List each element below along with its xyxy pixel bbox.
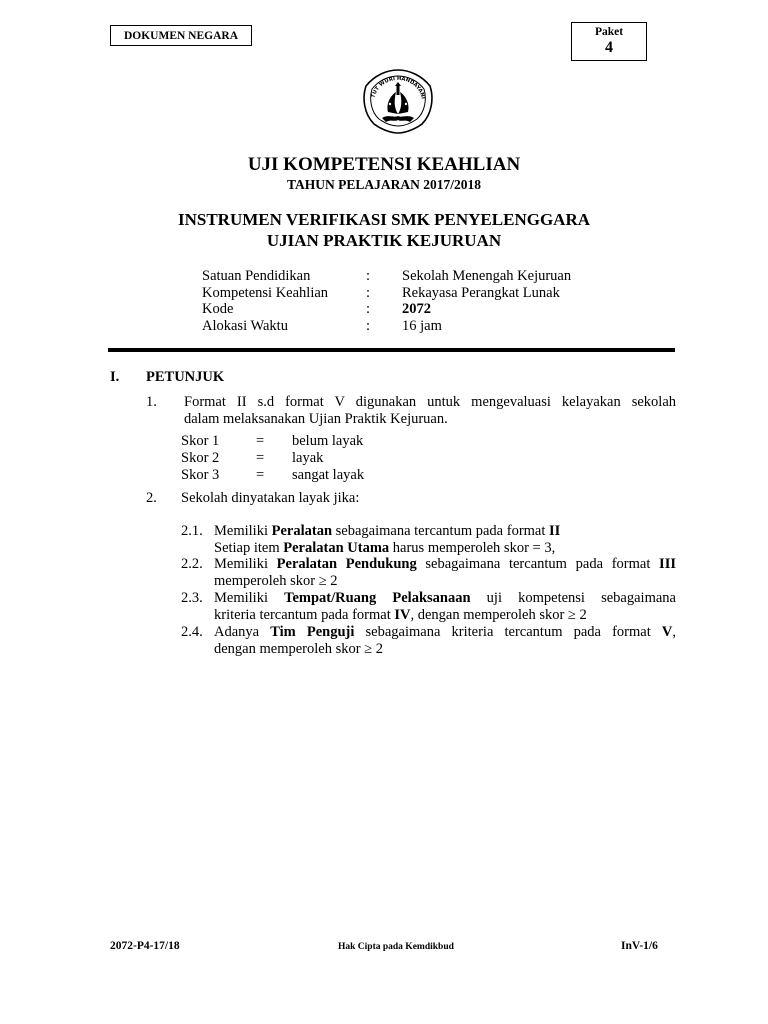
criterion-line-2: dengan memperoleh skor ≥ 2	[214, 640, 384, 657]
package-number: 4	[605, 39, 613, 56]
score-equals: =	[256, 450, 265, 466]
criterion-text	[214, 523, 676, 556]
criterion-line-2: Setiap item Peralatan Utama harus memperoleh skor = 3,	[214, 539, 556, 556]
item-number: 1.	[146, 394, 157, 410]
footer-document-code: 2072-P4-17/18	[110, 940, 180, 952]
package-box	[571, 22, 647, 61]
emblem-motto: TUT WURI HANDAYANI	[370, 75, 426, 100]
criterion-2-4	[181, 624, 676, 657]
criterion-2-1	[181, 523, 676, 556]
item-1-text	[184, 394, 676, 427]
score-description: sangat layak	[292, 467, 365, 483]
item-number: 2.	[146, 490, 157, 506]
criterion-line-1: Memiliki Tempat/Ruang Pelaksanaan uji kompetensi sebagaimana	[214, 590, 676, 606]
info-value: Rekayasa Perangkat Lunak	[402, 284, 560, 301]
criterion-line-2: memperoleh skor ≥ 2	[214, 572, 338, 589]
instrument-title	[0, 209, 768, 251]
document-classification-label: DOKUMEN NEGARA	[110, 25, 252, 46]
section-number: I.	[110, 369, 120, 385]
academic-year: TAHUN PELAJARAN 2017/2018	[286, 177, 481, 192]
item-2-text: Sekolah dinyatakan layak jika:	[181, 490, 360, 506]
criterion-text	[214, 590, 676, 623]
criterion-number: 2.2.	[181, 556, 203, 572]
item-1-line-1: Format II s.d format V digunakan untuk mengevaluasi kelayakan sekolah	[184, 394, 676, 410]
info-value: Sekolah Menengah Kejuruan	[402, 268, 572, 284]
info-key: Satuan Pendidikan	[202, 268, 311, 284]
section-title: PETUNJUK	[146, 369, 225, 385]
info-value: 16 jam	[402, 317, 442, 334]
criterion-line-1: Memiliki Peralatan Pendukung sebagaimana tercantum pada format III	[214, 556, 676, 572]
score-label: Skor 3	[181, 467, 220, 483]
criterion-text	[214, 556, 676, 589]
criterion-2-2	[181, 556, 676, 589]
criterion-number: 2.3.	[181, 590, 203, 606]
criterion-line-2: kriteria tercantum pada format IV, dengan memperoleh skor ≥ 2	[214, 606, 587, 623]
info-key: Kode	[202, 301, 234, 317]
criterion-line-1: Adanya Tim Penguji sebagaimana kriteria tercantum pada format V,	[214, 624, 676, 640]
criterion-text	[214, 624, 676, 657]
package-label: Paket	[594, 26, 624, 38]
info-key: Kompetensi Keahlian	[202, 284, 329, 301]
info-key: Alokasi Waktu	[202, 317, 288, 334]
criterion-2-3	[181, 590, 676, 623]
exam-title: UJI KOMPETENSI KEAHLIAN	[247, 154, 521, 175]
footer-page-number: InV-1/6	[621, 940, 658, 952]
criterion-line-1: Memiliki Peralatan sebagaimana tercantum pada format II	[214, 523, 561, 539]
info-colon: :	[366, 268, 371, 284]
score-description: belum layak	[292, 433, 364, 449]
item-1-line-2: dalam melaksanakan Ujian Praktik Kejuruan.	[184, 410, 448, 427]
criterion-number: 2.4.	[181, 624, 203, 640]
info-colon: :	[366, 301, 371, 317]
tut-wuri-handayani-emblem-icon	[360, 68, 436, 134]
criterion-number: 2.1.	[181, 523, 203, 539]
score-equals: =	[256, 433, 265, 449]
info-value: 2072	[402, 301, 431, 317]
score-equals: =	[256, 467, 265, 483]
footer-copyright: Hak Cipta pada Kemdikbud	[338, 942, 454, 952]
divider	[108, 348, 675, 352]
info-colon: :	[366, 284, 371, 301]
score-description: layak	[292, 450, 324, 466]
instrument-title-line-2: UJIAN PRAKTIK KEJURUAN	[266, 231, 502, 250]
score-label: Skor 2	[181, 450, 220, 466]
info-colon: :	[366, 317, 371, 334]
instrument-title-line-1: INSTRUMEN VERIFIKASI SMK PENYELENGGARA	[178, 210, 590, 229]
score-label: Skor 1	[181, 433, 220, 449]
